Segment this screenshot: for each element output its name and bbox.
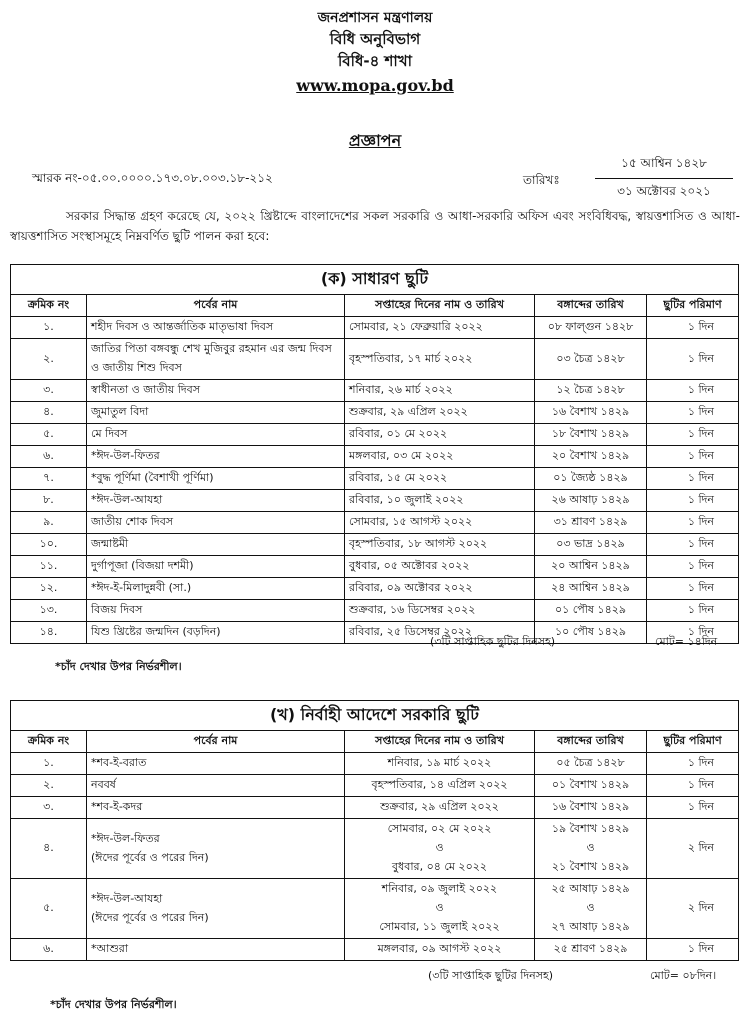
col-serial: ক্রমিক নং [11,295,87,317]
holiday-note: (ঈদের পূর্বের ও পরের দিন) [91,850,209,864]
table-row: ৫. মে দিবস রবিবার, ০১ মে ২০২২ ১৮ বৈশাখ ১৪২৯ ১ দিন [11,424,739,446]
col-duration: ছুটির পরিমাণ [647,731,739,753]
date-label: তারিখঃ [523,173,560,187]
table-b-total: মোট= ০৮দিন। [650,969,717,982]
date-bangla: ১৫ আশ্বিন ১৪২৮ [595,155,733,179]
table-row: ৫. *ঈদ-উল-আযহা (ঈদের পূর্বের ও পরের দিন) শনিবার, ০৯ জুলাই ২০২২ ও সোমবার, ১১ জুলাই ২০২২ ২৫ আষাঢ় ১৪২৯ ও ২৭ আষাঢ় ১৪২৯ ২ দিন [11,879,739,939]
table-a-footnote: *চাঁদ দেখার উপর নির্ভরশীল। [55,660,182,673]
table-row: ৪. *ঈদ-উল-ফিতর (ঈদের পূর্বের ও পরের দিন) সোমবার, ০২ মে ২০২২ ও বুধবার, ০৪ মে ২০২২ ১৯ বৈশাখ ১৪২৯ ও ২১ বৈশাখ ১৪২৯ ২ দিন [11,819,739,879]
table-row: ১০. জন্মাষ্টমী বৃহস্পতিবার, ১৮ আগস্ট ২০২২ ০৩ ভাদ্র ১৪২৯ ১ দিন [11,534,739,556]
table-row: ৩. স্বাধীনতা ও জাতীয় দিবস শনিবার, ২৬ মার্চ ২০২২ ১২ চৈত্র ১৪২৮ ১ দিন [11,380,739,402]
col-day: সপ্তাহের দিনের নাম ও তারিখ [345,731,535,753]
holiday-note: (ঈদের পূর্বের ও পরের দিন) [91,910,209,924]
col-serial: ক্রমিক নং [11,731,87,753]
date-english: ৩১ অক্টোবর ২০২১ [617,184,711,198]
col-name: পর্বের নাম [87,731,345,753]
table-row: ৪. জুমাতুল বিদা শুক্রবার, ২৯ এপ্রিল ২০২২ ১৬ বৈশাখ ১৪২৯ ১ দিন [11,402,739,424]
website-link[interactable]: www.mopa.gov.bd [296,76,454,95]
col-bangla-date: বঙ্গাব্দের তারিখ [535,295,647,317]
table-row: ৮. *ঈদ-উল-আযহা রবিবার, ১০ জুলাই ২০২২ ২৬ আষাঢ় ১৪২৯ ১ দিন [11,490,739,512]
holiday-name: *ঈদ-উল-আযহা [91,891,163,905]
table-row: ৭. *বুদ্ধ পূর্ণিমা (বৈশাখী পূর্ণিমা) রবিবার, ১৫ মে ২০২২ ০১ জ্যৈষ্ঠ ১৪২৯ ১ দিন [11,468,739,490]
table-row: ৬. *ঈদ-উল-ফিতর মঙ্গলবার, ০৩ মে ২০২২ ২০ বৈশাখ ১৪২৯ ১ দিন [11,446,739,468]
notice-title: প্রজ্ঞাপন [348,131,402,150]
table-row: ১. শহীদ দিবস ও আন্তর্জাতিক মাতৃভাষা দিবস সোমবার, ২১ ফেব্রুয়ারি ২০২২ ০৮ ফাল্গুন ১৪২৮ ১ দিন [11,317,739,339]
table-row: ১১. দুর্গাপূজা (বিজয়া দশমী) বুধবার, ০৫ অক্টোবর ২০২২ ২০ আশ্বিন ১৪২৯ ১ দিন [11,556,739,578]
table-row: ১৪. যিশু খ্রিষ্টের জন্মদিন (বড়দিন) রবিবার, ২৫ ডিসেম্বর ২০২২ ১০ পৌষ ১৪২৯ ১ দিন [11,622,739,644]
table-row: ১২. *ঈদ-ই-মিলাদুন্নবী (সা.) রবিবার, ০৯ অক্টোবর ২০২২ ২৪ আশ্বিন ১৪২৯ ১ দিন [11,578,739,600]
col-day: সপ্তাহের দিনের নাম ও তারিখ [345,295,535,317]
ministry-name: জনপ্রশাসন মন্ত্রণালয় [317,10,433,26]
col-name: পর্বের নাম [87,295,345,317]
general-holidays-table [10,264,739,644]
table-row: ৬. *আশুরা মঙ্গলবার, ০৯ আগস্ট ২০২২ ২৫ শ্রাবণ ১৪২৯ ১ দিন [11,939,739,961]
table-a-total: মোট= ১৪দিন [655,635,718,648]
executive-order-holidays-table [10,700,739,961]
table-a-title: (ক) সাধারণ ছুটি [11,265,739,295]
col-bangla-date: বঙ্গাব্দের তারিখ [535,731,647,753]
table-a-total-note: (৩টি সাপ্তাহিক ছুটির দিনসহ) [430,635,556,648]
table-row: ২. জাতির পিতা বঙ্গবন্ধু শেখ মুজিবুর রহমান এর জন্ম দিবস ও জাতীয় শিশু দিবস বৃহস্পতিবার, ১৭ মার্চ ২০২২ ০৩ চৈত্র ১৪২৮ ১ দিন [11,339,739,380]
table-row: ১. *শব-ই-বরাত শনিবার, ১৯ মার্চ ২০২২ ০৫ চৈত্র ১৪২৮ ১ দিন [11,753,739,775]
table-b-footnote: *চাঁদ দেখার উপর নির্ভরশীল। [50,998,177,1011]
table-row: ২. নববর্ষ বৃহস্পতিবার, ১৪ এপ্রিল ২০২২ ০১ বৈশাখ ১৪২৯ ১ দিন [11,775,739,797]
holiday-name: *ঈদ-উল-ফিতর [91,831,160,845]
table-row: ১৩. বিজয় দিবস শুক্রবার, ১৬ ডিসেম্বর ২০২২ ০১ পৌষ ১৪২৯ ১ দিন [11,600,739,622]
col-duration: ছুটির পরিমাণ [647,295,739,317]
branch-name: বিধি-৪ শাখা [338,52,412,70]
table-b-total-note: (৩টি সাপ্তাহিক ছুটির দিনসহ) [428,969,554,982]
intro-paragraph: সরকার সিদ্ধান্ত গ্রহণ করেছে যে, ২০২২ খ্রিষ্টাব্দে বাংলাদেশের সকল সরকারি ও আধা-সরকারি অফিস এবং সংবিধিবদ্ধ, স্বায়ত্তশাসিত ও আধা-স্বায়ত্তশাসিত সংস্থাসমূহে নিম্নবর্ণিত ছুটি পালন করা হবে: [10,209,740,243]
table-b-title: (খ) নির্বাহী আদেশে সরকারি ছুটি [11,701,739,731]
memo-number: স্মারক নং-০৫.০০.০০০০.১৭৩.০৮.০০৩.১৮-২১২ [32,171,273,185]
date-box [595,155,733,203]
division-name: বিধি অনুবিভাগ [329,30,421,48]
table-row: ৯. জাতীয় শোক দিবস সোমবার, ১৫ আগস্ট ২০২২ ৩১ শ্রাবণ ১৪২৯ ১ দিন [11,512,739,534]
table-row: ৩. *শব-ই-কদর শুক্রবার, ২৯ এপ্রিল ২০২২ ১৬ বৈশাখ ১৪২৯ ১ দিন [11,797,739,819]
